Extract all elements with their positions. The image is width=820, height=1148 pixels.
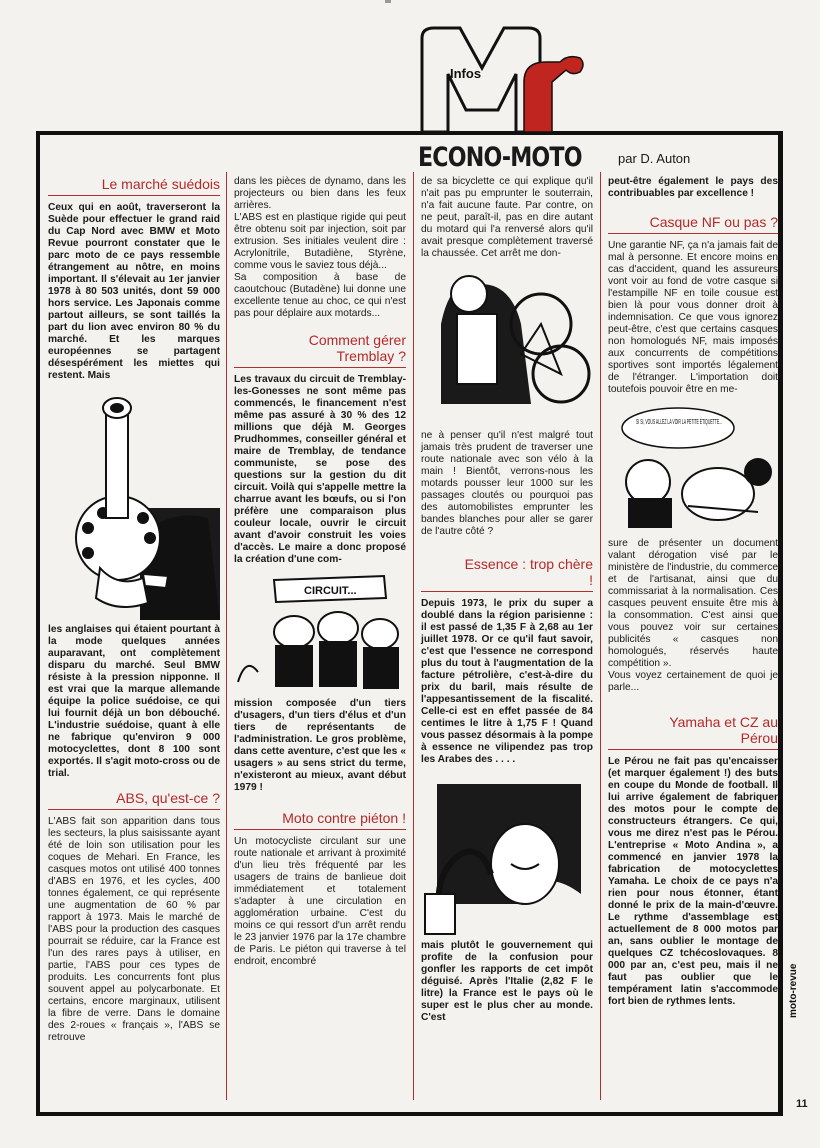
paragraph: Depuis 1973, le prix du super a doublé dans la région parisienne : il est passé de 1,35 F à 2,68 au 1er juillet 1978. Or ce qu'il faut savoir, c'est que l'essence ne correspond plus du tout à l'augmentation de la facture pétrolière, c'est-à-dire du prix du baril, mais résulte de l'appesantissement de la fiscalité. Celle-ci est en effet passée de 84 centimes le litre à 1,75 F ! Quand vous passez désormais à la pompe à essence ne vilipendez pas trop les Arabes des . . . .	[421, 598, 593, 765]
column-separator	[600, 172, 601, 1100]
column-4	[608, 176, 778, 1008]
paragraph: L'ABS fait son apparition dans tous les secteurs, la plus saisissante ayant été de loin son utilisation pour les coques de Mehari. En France, les casques motos ont utilisé 400 tonnes d'ABS en 1976, et les cycles, 400 tonnes également, ce qui représente une augmentation de 60 % par rapport à 1973. Mais le marché de l'ABS pour la production des casques pourrait se réduire, car la France est l'un des rares pays à utiliser, en partie, l'ABS pour ces types de produits. Les concurrents font plus souvent appel au polycarbonate. Et certains, encore marginaux, utilisent la fibre de verre. Dans le domaine des 2-roues « français », l'ABS se retrouve	[48, 816, 220, 1043]
bicycle-cartoon-illustration	[421, 264, 593, 426]
paragraph: Sa composition à base de caoutchouc (Butadène) lui donne une excellente tenue au choc, ce qui n'est pas pour déplaire aux motards...	[234, 272, 406, 319]
heading-rule	[48, 195, 220, 196]
article-title: ECONO-MOTO	[418, 142, 582, 173]
paragraph: Une garantie NF, ça n'a jamais fait de mal à personne. Et encore moins en cas d'accident, quand les assureurs vont voir au fond de votre casque si l'estampille NF en toile cousue est bien là pour vous donner droit à indemnisation. Ce que vous ignorez peut-être, c'est que certains casques non homologués NF, mais imposés aux concurrents de compétitions sportives sont importés légalement de l'étranger. L'importation doit toutefois pouvoir être en me-	[608, 240, 778, 395]
paragraph: Le Pérou ne fait pas qu'encaisser (et marquer également !) des buts en coupe du Monde de football. Il lui arrive également de fabriquer des motos pour le compte de constructeurs étrangers. Ce qui, vous me direz n'est pas le Pérou. L'entreprise « Moto Andina », a commencé en janvier 1978 la fabrication de motocyclettes Yamaha. Le choix de ce pays n'a rien pour nous étonner, étant donné le prix de la main-d'œuvre. Le rythme d'assemblage est actuellement de 8 000 motos par an, sans oublier le montage de quelques CZ tchécoslovaques. 8 000 par an, c'est peu, mais il ne faut pas oublier que le tempérament latin s'accommode fort bien de rythmes lents.	[608, 756, 778, 1007]
police-cartoon-illustration	[48, 388, 220, 620]
column-separator	[226, 172, 227, 1100]
heading-rule	[48, 809, 220, 810]
column-1	[48, 176, 220, 1044]
article-title-block	[418, 142, 778, 180]
heading-moto-pieton: Moto contre piéton !	[282, 810, 406, 826]
helmet-cartoon-illustration	[608, 402, 778, 534]
heading-casque-nf: Casque NF ou pas ?	[649, 214, 778, 230]
side-label-moto-revue: moto-revue	[788, 963, 799, 1018]
paragraph: peut-être également le pays des contribuables par excellence !	[608, 176, 778, 199]
heading-essence: Essence : trop chère !	[464, 556, 593, 588]
column-2	[234, 176, 406, 968]
paragraph: mais plutôt le gouvernement qui profite de la confusion pour gonfler les rapports de cet impôt déguisé. Après l'Italie (2,82 F le litre) la France est le pays où le super est le plus cher au monde. C'est	[421, 940, 593, 1023]
heading-yamaha-cz: Yamaha et CZ au Pérou	[669, 714, 778, 746]
paragraph: L'ABS est en plastique rigide qui peut être obtenu soit par injection, soit par extrusion. Ses initiales veulent dire : Acrylonitrile, Butadiène, Styrène, comme vous le saviez tous déjà...	[234, 212, 406, 271]
paragraph: sure de présenter un document valant dérogation visé par le ministère de l'industrie, du commerce et de l'artisanat, ainsi que du commissariat à la normalisation. Ces casques peuvent ensuite être mis à la consommation. C'est ainsi que vous pouvez voir sur certaines publicités « casques non homologués, réservés haute compétition ».	[608, 538, 778, 669]
logo-mr-shape	[420, 24, 588, 134]
heading-marche-suedois: Le marché suédois	[101, 176, 220, 192]
speech-bubble-text	[636, 417, 722, 426]
paragraph: de sa bicyclette ce qui explique qu'il n'ait pas pu emprunter le souterrain, n'a fait aucune faute. Par contre, on ne peut, paraît-il, pas en dire autant du motard qui l'a renversé alors qu'il avait presque complètement traversé la chaussée. Cet arrêt me don-	[421, 176, 593, 259]
logo-infos-label: Infos	[450, 66, 482, 81]
heading-rule	[421, 591, 593, 592]
circuit-cartoon-illustration	[234, 572, 406, 694]
page-mark	[385, 0, 391, 3]
circuit-sign-text: CIRCUIT...	[304, 585, 357, 597]
heading-rule	[608, 749, 778, 750]
paragraph: Ceux qui en août, traverseront la Suède pour effectuer le grand raid du Cap Nord avec BMW et Moto Revue pourront constater que le parc moto de ce pays ressemble étrangement au nôtre, en moins important. Il s'élevait au 1er janvier 1978 à 80 503 unités, dont 59 000 hors service. Les Japonais comme partout ailleurs, se sont taillés la part du lion avec environ 80 % du marché. Et les marques européennes se partagent désespérément les miettes qui restent. Mais	[48, 202, 220, 381]
heading-rule	[234, 829, 406, 830]
article-byline: par D. Auton	[618, 151, 691, 166]
heading-tremblay: Comment gérer Tremblay ?	[308, 332, 406, 364]
heading-rule	[234, 367, 406, 368]
paragraph: mission composée d'un tiers d'usagers, d'un tiers d'élus et d'un tiers de représentants de l'administration. Le gros problème, dans cette aventure, c'est que les « usagers » au sens strict du terme, n'existeront au mieux, avant début 1979 !	[234, 698, 406, 793]
paragraph: Vous voyez certainement de quoi je parle...	[608, 670, 778, 693]
paragraph: dans les pièces de dynamo, dans les projecteurs ou bien dans les feux arrières.	[234, 176, 406, 211]
heading-abs: ABS, qu'est-ce ?	[116, 790, 220, 806]
moto-revue-logo	[420, 24, 588, 134]
paragraph: Un motocycliste circulant sur une route nationale et arrivant à proximité d'un lieu très fréquenté par les usagers de trains de banlieue doit immédiatement et totalement s'adapter à une circulation en agglomération urbaine. C'est du moins ce qui ressort d'un arrêt rendu le 23 janvier 1976 par la 17e chambre de Paris. Le piéton qui traverse à tel endroit, encombré	[234, 836, 406, 967]
paragraph: Les travaux du circuit de Tremblay-les-Gonesses ne sont même pas commencés, le financement n'est même pas assuré à 30 % des 12 millions que déjà M. Georges Prudhommes, conseiller général et maire de Tremblay, de tendance communiste, se pose des questions sur la gestion du dit circuit. Voilà qui s'appelle mettre la charrue avant les bœufs, ou si l'on préfère une comparaison plus couleur locale, ouvrir le circuit avant d'avoir construit les voies d'accès. Le maire a donc proposé la création d'une com-	[234, 374, 406, 565]
fuel-pump-cartoon-illustration	[421, 774, 593, 934]
heading-rule	[608, 233, 778, 234]
page-number: 11	[796, 1098, 808, 1110]
column-separator	[413, 172, 414, 1100]
paragraph: ne à penser qu'il n'est malgré tout jamais très prudent de traverser une route nationale avec son vélo à la main ! Bientôt, verrons-nous les motards pousser leur 1000 sur les passages cloutés ou pourquoi pas des automobilistes emprunter les bandes blanches pour aller se garer de l'autre côté ?	[421, 430, 593, 537]
paragraph: les anglaises qui étaient pourtant à la mode quelques années auparavant, ont complètement disparu du marché. Seul BMW résiste à la pression nipponne. Il est vrai que la marque allemande équipe la police suédoise, ce qui lui fournit déjà un bon débouché. L'industrie suédoise, quant à elle ne fabrique qu'environ 9 000 motocyclettes, dont 8 100 sont exportés. Il s'agit moto-cross ou de trial.	[48, 624, 220, 779]
column-3	[421, 176, 593, 1024]
